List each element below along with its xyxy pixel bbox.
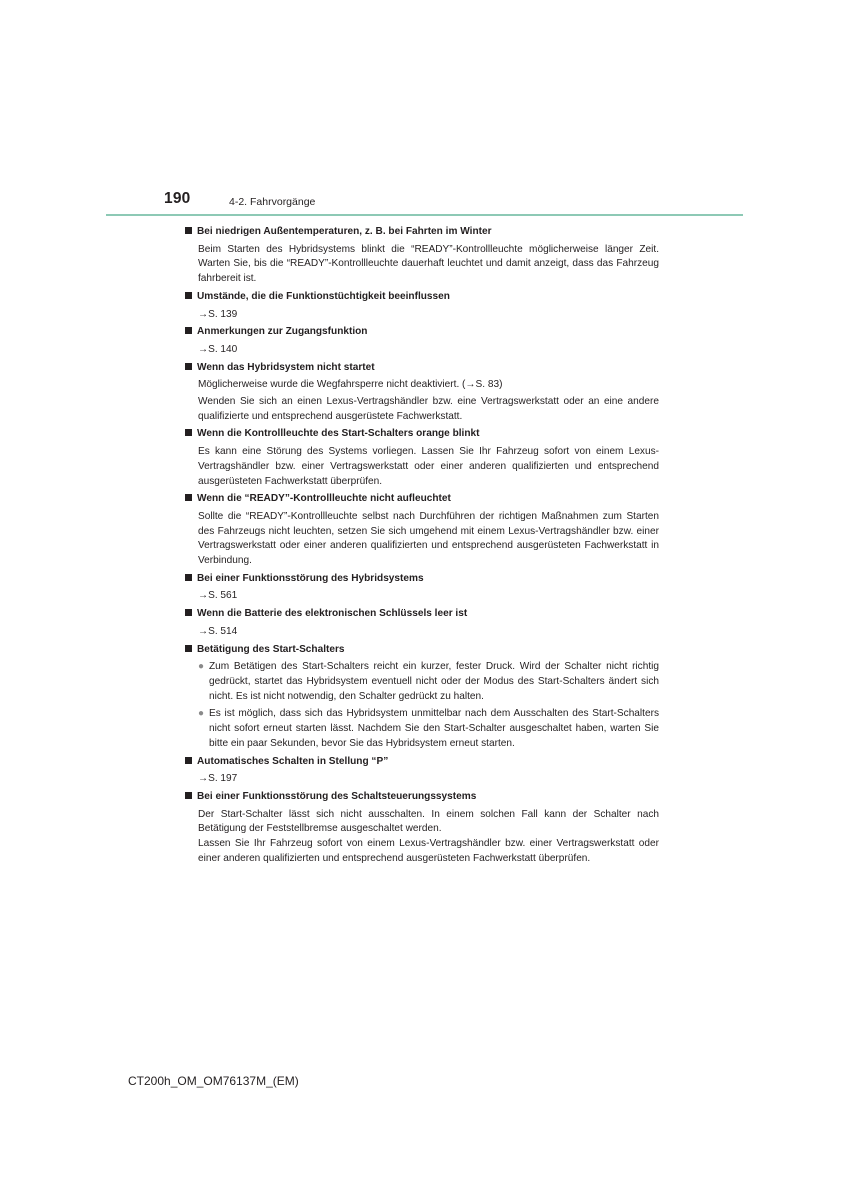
section-heading: Wenn das Hybridsystem nicht startet (197, 361, 375, 373)
section-heading: Wenn die Kontrollleuchte des Start-Schalters orange blinkt (197, 428, 480, 440)
square-bullet-icon (185, 327, 192, 334)
content (185, 225, 659, 869)
paragraph: Der Start-Schalter lässt sich nicht ausschalten. In einem solchen Fall kann der Schalter nach Betätigung der Feststellbremse ausgeschaltet werden. Lassen Sie Ihr Fahrzeug sofort von einem Lexus-Vertragshändler bzw. einer Vertragswerkstatt oder einer anderen qualifizierten und entsprechend ausgerüsteten Fachwerkstatt überprüfen. (198, 808, 659, 864)
paragraph: Es kann eine Störung des Systems vorliegen. Lassen Sie Ihr Fahrzeug sofort von einem Lexus-Vertragshändler bzw. einer Vertragswerkstatt oder einer anderen qualifizierten und entsprechend ausgerüsteten Fachwerkstatt überprüfen. (198, 446, 659, 487)
square-bullet-icon (185, 363, 192, 370)
section-heading: Umstände, die die Funktionstüchtigkeit beeinflussen (197, 290, 450, 302)
page-reference: →S. 514 (198, 625, 238, 637)
paragraph: Sollte die “READY”-Kontrollleuchte selbst nach Durchführen der richtigen Maßnahmen zum Starten des Fahrzeugs nicht leuchten, setzen Sie sich umgehend mit einem Lexus-Vertragshändler bzw. einer Vertragswerkstatt oder einer anderen qualifizierten und entsprechend ausgerüsteten Fachwerkstatt in Verbindung. (198, 510, 659, 567)
section-start-switch (185, 643, 659, 752)
square-bullet-icon (185, 227, 192, 234)
section-heading: Wenn die Batterie des elektronischen Schlüssels leer ist (197, 608, 468, 620)
section-winter (185, 225, 659, 287)
square-bullet-icon (185, 645, 192, 652)
square-bullet-icon (185, 494, 192, 501)
section-functionality (185, 290, 659, 322)
circle-bullet-icon: ● (198, 708, 205, 720)
paragraph: Möglicherweise wurde die Wegfahrsperre nicht deaktiviert. (→S. 83) (198, 379, 503, 391)
section-ready-not-lit (185, 492, 659, 569)
header-rule (106, 214, 743, 216)
circle-bullet-icon: ● (198, 661, 205, 673)
section-heading: Anmerkungen zur Zugangsfunktion (197, 326, 368, 338)
square-bullet-icon (185, 757, 192, 764)
page-reference: →S. 561 (198, 590, 238, 602)
section-access-function (185, 325, 659, 357)
footer-code: CT200h_OM_OM76137M_(EM) (128, 1074, 299, 1088)
section-title: 4-2. Fahrvorgänge (229, 196, 316, 208)
section-shift-malfunction (185, 790, 659, 867)
section-hybrid-malfunction (185, 572, 659, 604)
paragraph: Wenden Sie sich an einen Lexus-Vertragshändler bzw. eine Vertragswerkstatt oder an eine andere qualifizierte und entsprechend ausgerüstete Fachwerkstatt. (198, 396, 659, 422)
section-heading: Bei einer Funktionsstörung des Hybridsystems (197, 572, 424, 584)
square-bullet-icon (185, 292, 192, 299)
list-item: ● Zum Betätigen des Start-Schalters reicht ein kurzer, fester Druck. Wird der Schalter nicht richtig gedrückt, startet das Hybridsystem eventuell nicht oder der Modus des Start-Schalters ändert sich nicht. Es ist nicht notwendig, den Schalter gedrückt zu halten. (198, 660, 659, 704)
section-indicator-orange (185, 427, 659, 489)
square-bullet-icon (185, 574, 192, 581)
list-item: ● Es ist möglich, dass sich das Hybridsystem unmittelbar nach dem Ausschalten des Start-Schalters nicht sofort erneut starten lässt. Nachdem Sie den Start-Schalter ausgeschaltet haben, warten Sie bitte ein paar Sekunden, bevor Sie das Hybridsystem erneut starten. (198, 707, 659, 751)
section-key-battery (185, 607, 659, 639)
section-heading: Bei niedrigen Außentemperaturen, z. B. bei Fahrten im Winter (197, 226, 492, 237)
section-hybrid-not-start (185, 361, 659, 425)
square-bullet-icon (185, 609, 192, 616)
page-reference: →S. 139 (198, 308, 238, 320)
page-reference: →S. 140 (198, 343, 238, 355)
page-reference: →S. 197 (198, 773, 238, 785)
square-bullet-icon (185, 429, 192, 436)
paragraph: Beim Starten des Hybridsystems blinkt die “READY”-Kontrollleuchte möglicherweise länger Zeit. Warten Sie, bis die “READY”-Kontrollleuchte dauerhaft leuchtet und damit anzeigt, dass das Fahrzeug fahrbereit ist. (198, 243, 659, 285)
section-heading: Automatisches Schalten in Stellung “P” (197, 755, 389, 767)
section-heading: Bei einer Funktionsstörung des Schaltsteuerungssystems (197, 790, 477, 802)
page-number: 190 (164, 190, 191, 207)
section-heading: Betätigung des Start-Schalters (197, 643, 345, 655)
section-heading: Wenn die “READY”-Kontrollleuchte nicht aufleuchtet (197, 493, 451, 505)
square-bullet-icon (185, 792, 192, 799)
section-auto-p (185, 755, 659, 787)
